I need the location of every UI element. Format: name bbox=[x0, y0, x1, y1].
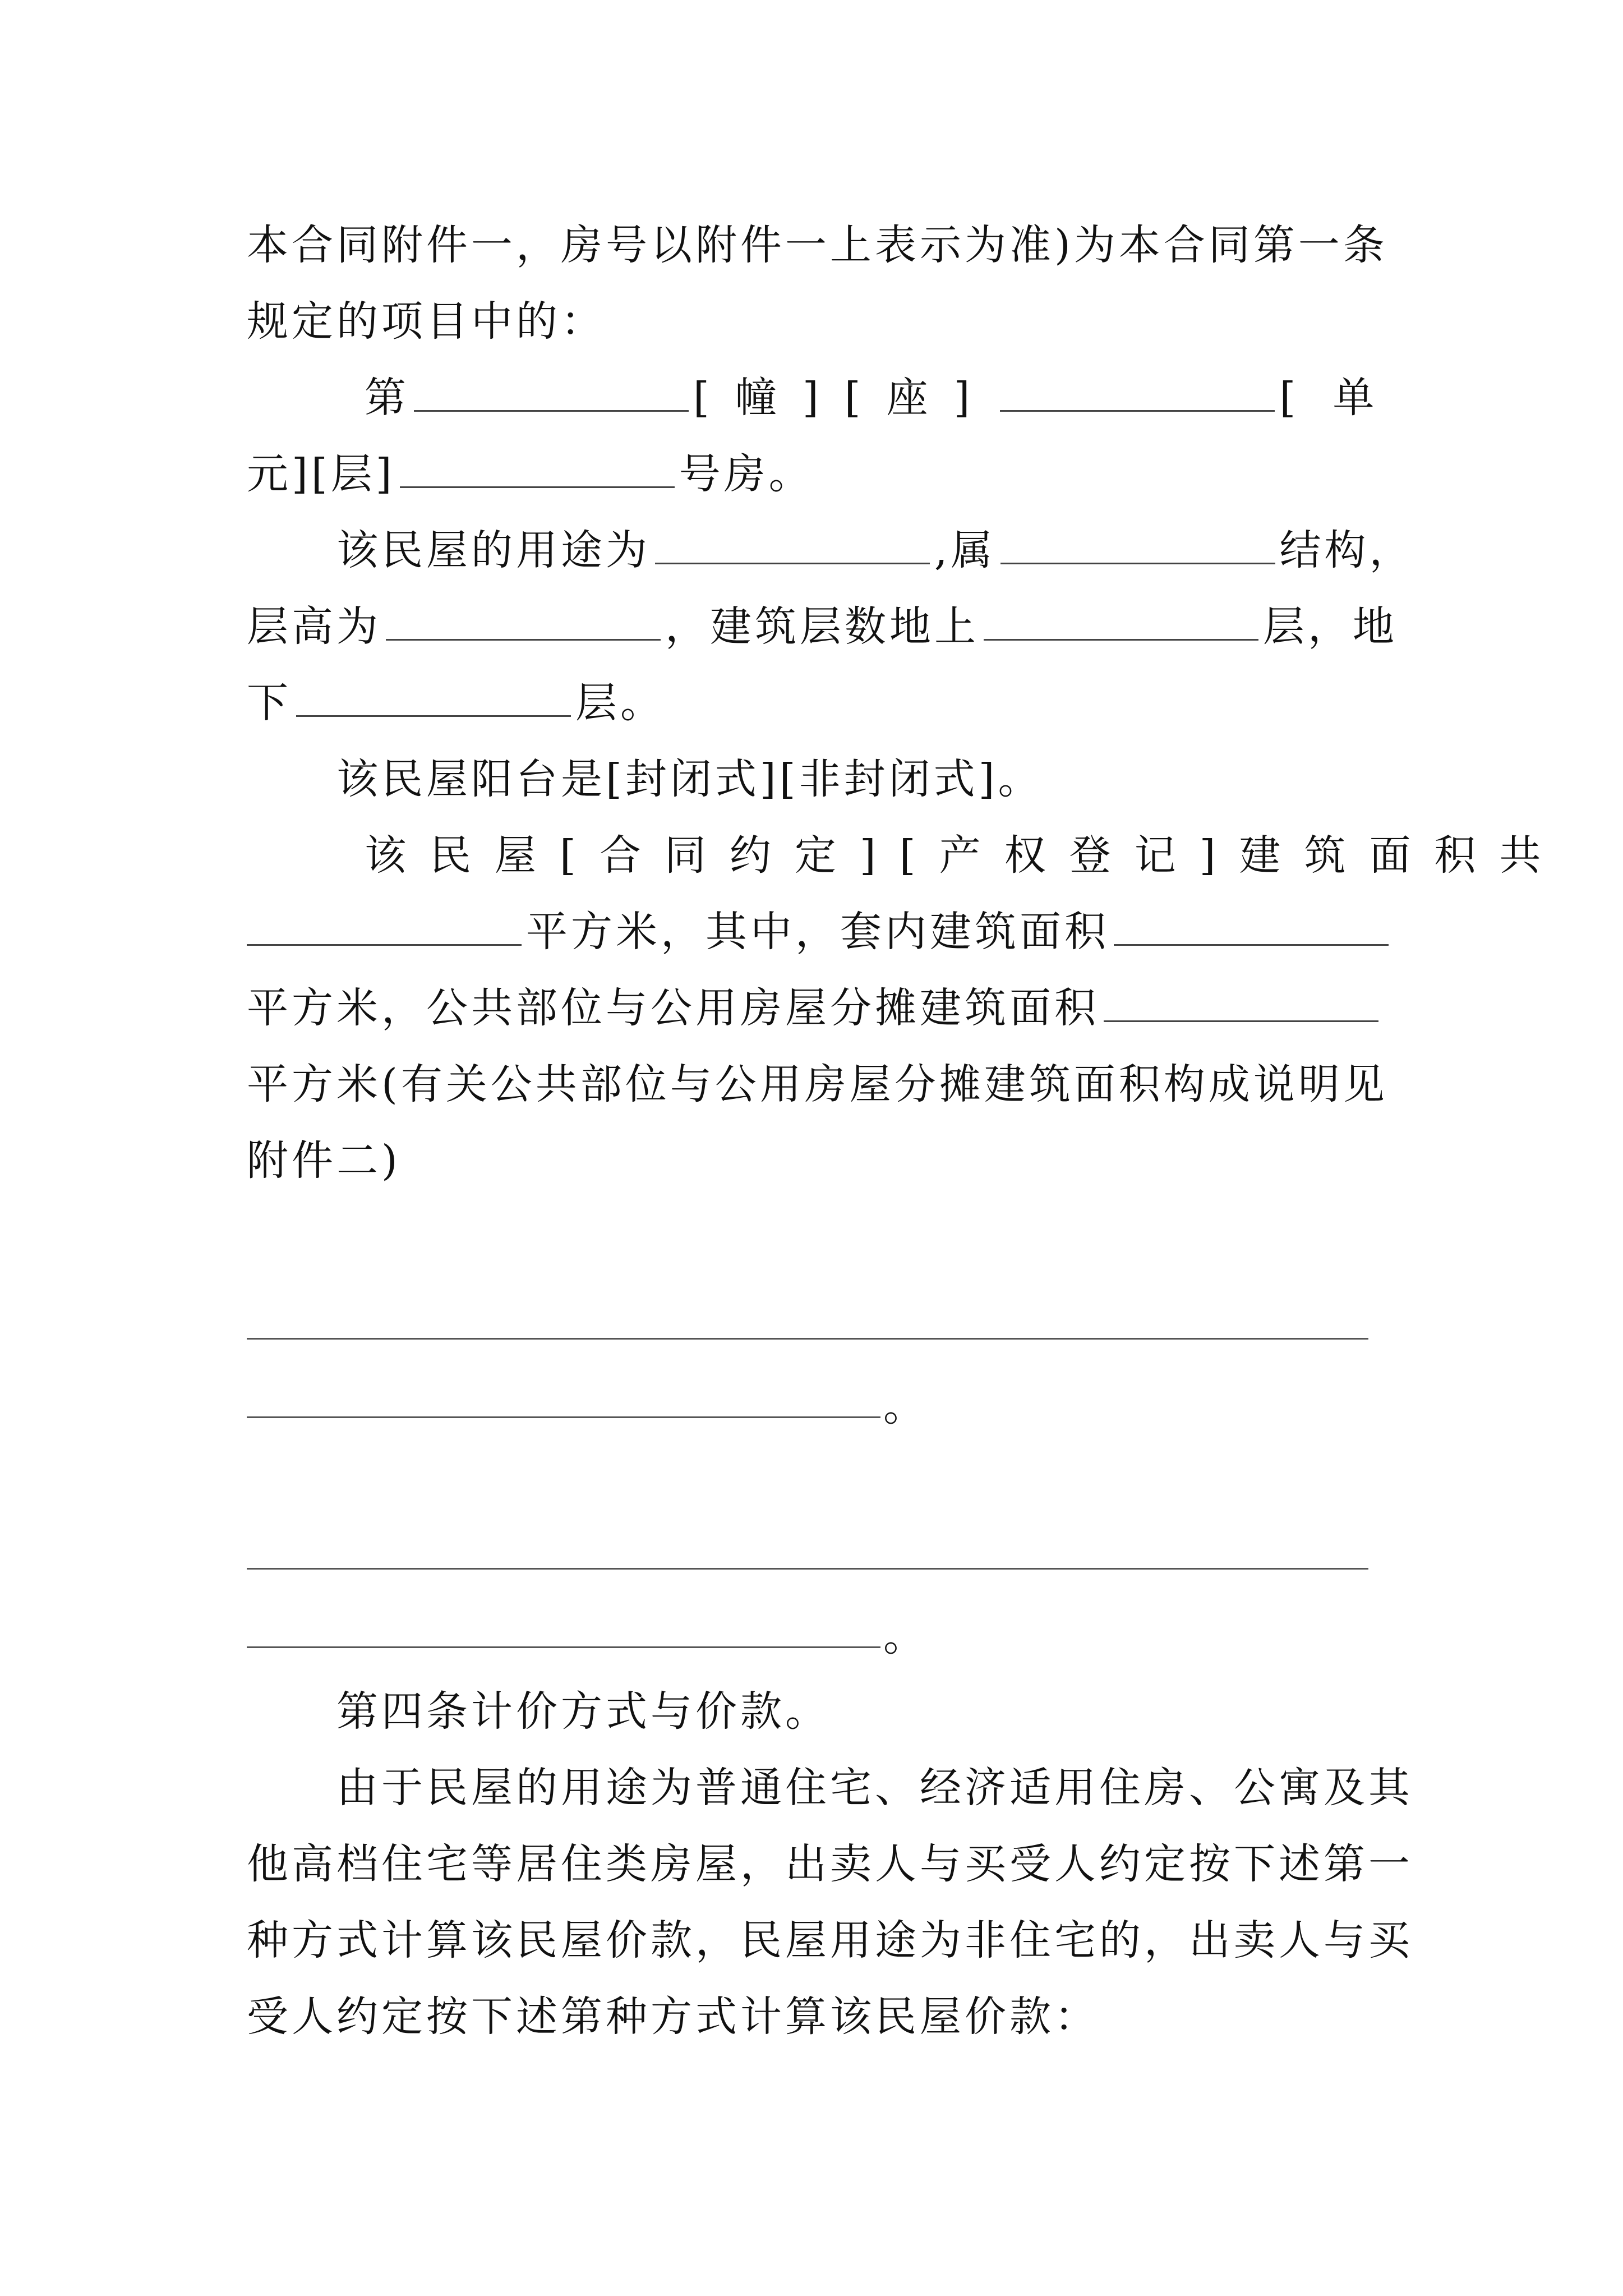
text: 号房。 bbox=[679, 450, 814, 498]
text: 附件二) bbox=[247, 1137, 401, 1185]
text: 该民屋阳台是[封闭式][非封闭式]。 bbox=[336, 755, 1043, 803]
fill-blank[interactable] bbox=[655, 523, 930, 564]
text-line bbox=[247, 977, 1389, 1039]
text-line bbox=[247, 367, 1412, 429]
text: 本合同附件一，房号以附件一上表示为准)为本合同第一条 bbox=[247, 221, 1388, 269]
fill-rule[interactable] bbox=[247, 1646, 880, 1648]
text: 他高档住宅等居住类房屋，出卖人与买受人约定按下述第一 bbox=[247, 1840, 1413, 1888]
text-line bbox=[247, 519, 1414, 581]
text: 层，地 bbox=[1263, 602, 1398, 651]
text-line bbox=[247, 901, 1389, 963]
text: 受人约定按下述第种方式计算该民屋价款： bbox=[247, 1993, 1099, 2041]
text: 层。 bbox=[575, 679, 665, 727]
text-line bbox=[247, 672, 1389, 734]
text: 该民屋的用途为 bbox=[336, 526, 651, 574]
fill-rule[interactable] bbox=[247, 1416, 880, 1418]
text: [幢][座] bbox=[693, 374, 996, 422]
fill-blank[interactable] bbox=[386, 600, 661, 641]
text-line bbox=[247, 1681, 1389, 1742]
fill-blank[interactable] bbox=[1104, 981, 1378, 1022]
period: 。 bbox=[883, 1382, 925, 1430]
text: 元][层] bbox=[247, 450, 395, 498]
fill-blank[interactable] bbox=[1000, 371, 1275, 412]
text: 由于民屋的用途为普通住宅、经济适用住房、公寓及其 bbox=[336, 1764, 1413, 1812]
period: 。 bbox=[883, 1612, 925, 1660]
text-line bbox=[247, 1910, 1413, 1971]
text: ，建筑层数地上 bbox=[665, 602, 979, 651]
fill-blank[interactable] bbox=[1000, 523, 1275, 564]
fill-rule[interactable] bbox=[247, 1568, 1368, 1570]
fill-blank[interactable] bbox=[400, 447, 675, 488]
text: 该民屋[合同约定][产权登记]建筑面积共 bbox=[365, 831, 1565, 880]
text: 种方式计算该民屋价款，民屋用途为非住宅的，出卖人与买 bbox=[247, 1916, 1413, 1964]
text: 第 bbox=[365, 374, 409, 422]
text: 层高为 bbox=[247, 602, 381, 651]
section-heading: 第四条计价方式与价款。 bbox=[336, 1687, 830, 1736]
text-line bbox=[247, 1130, 1389, 1191]
fill-blank[interactable] bbox=[984, 600, 1258, 641]
text-line bbox=[247, 596, 1398, 657]
fill-blank[interactable] bbox=[247, 905, 522, 946]
text-line bbox=[247, 443, 1389, 505]
text-line bbox=[247, 748, 1389, 810]
text: 平方米，公共部位与公用房屋分摊建筑面积 bbox=[247, 984, 1099, 1032]
text-line bbox=[247, 291, 1389, 352]
text: 平方米，其中，套内建筑面积 bbox=[526, 908, 1109, 956]
text: 结构， bbox=[1279, 526, 1414, 574]
text: 规定的项目中的： bbox=[247, 297, 606, 346]
text-line bbox=[247, 825, 1565, 886]
text-line bbox=[247, 1757, 1413, 1819]
fill-blank[interactable] bbox=[414, 371, 689, 412]
fill-rule[interactable] bbox=[247, 1338, 1368, 1340]
text-line bbox=[247, 214, 1389, 276]
text: 下 bbox=[247, 679, 292, 727]
fill-blank[interactable] bbox=[296, 676, 571, 717]
text-line bbox=[247, 1833, 1413, 1895]
text: [单 bbox=[1279, 374, 1412, 422]
text-line bbox=[247, 1053, 1389, 1115]
text: 平方米(有关公共部位与公用房屋分摊建筑面积构成说明见 bbox=[247, 1060, 1388, 1108]
text: ,属 bbox=[934, 526, 996, 574]
text-line bbox=[247, 1986, 1389, 2047]
fill-blank[interactable] bbox=[1114, 905, 1389, 946]
